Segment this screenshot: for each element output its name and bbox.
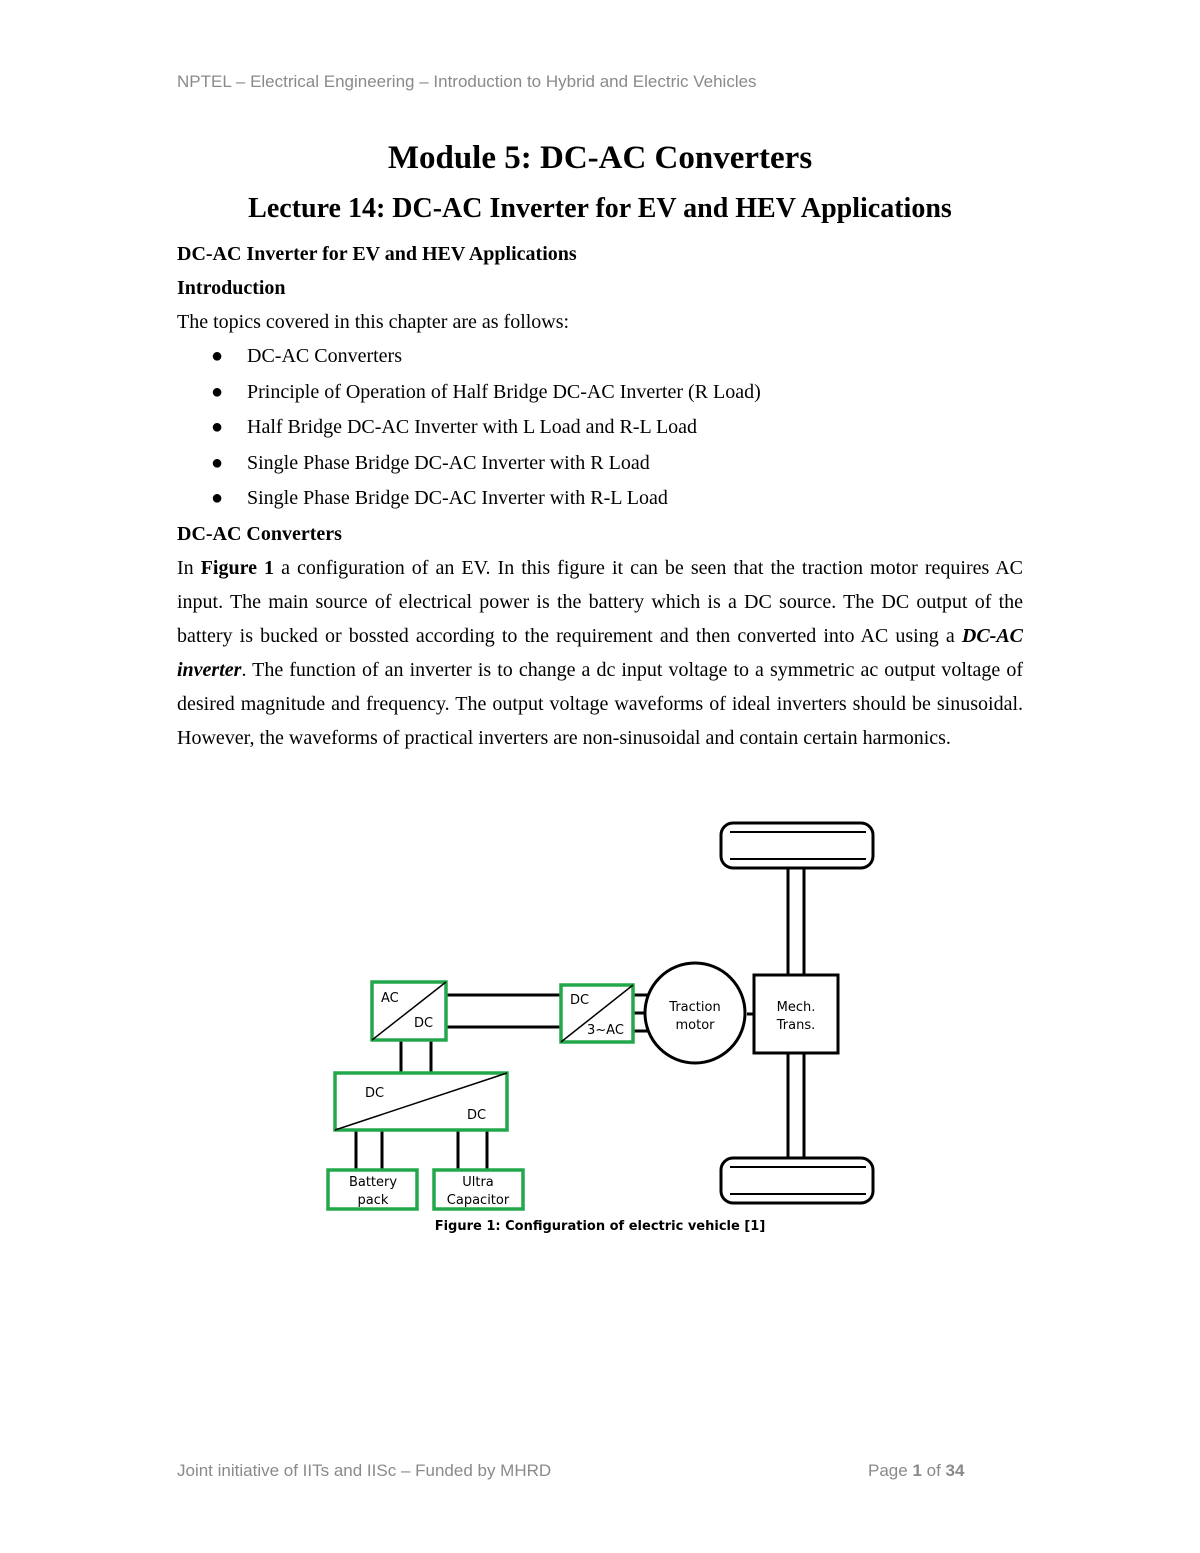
inverter-top-label: DC [570, 993, 590, 1008]
wheel-bottom [721, 1158, 873, 1203]
bullet-icon: ● [211, 487, 224, 509]
current-page: 1 [912, 1461, 922, 1480]
bullet-icon: ● [211, 345, 224, 367]
list-item [177, 446, 1023, 482]
figure-reference: Figure 1 [200, 556, 275, 579]
bullet-icon: ● [211, 380, 224, 403]
battery-label-1: Battery [348, 1175, 398, 1190]
motor-label-1: Traction [669, 1000, 721, 1015]
converters-heading: DC-AC Converters [177, 522, 342, 545]
topic-text: DC-AC Converters [247, 345, 402, 367]
dcdc-top-label: DC [365, 1086, 385, 1101]
battery-label-2: pack [357, 1193, 389, 1208]
main-content [177, 237, 1023, 755]
total-pages: 34 [945, 1461, 965, 1480]
topic-text: Principle of Operation of Half Bridge DC-AC Inverter (R Load) [247, 380, 761, 403]
topic-text: Single Phase Bridge DC-AC Inverter with R Load [247, 451, 650, 474]
topics-list [177, 339, 1023, 517]
section-heading: DC-AC Inverter for EV and HEV Applications [177, 243, 577, 265]
motor-label-2: motor [675, 1018, 715, 1033]
ultra-label-1: Ultra [462, 1175, 494, 1190]
trans-label-1: Mech. [776, 1000, 816, 1015]
list-item [177, 375, 1023, 411]
intro-heading: Introduction [177, 277, 286, 299]
list-item [177, 481, 1023, 517]
topic-text: Half Bridge DC-AC Inverter with L Load and R-L Load [247, 416, 698, 438]
lecture-title: Lecture 14: DC-AC Inverter for EV and HEV Applications [248, 193, 952, 224]
body-paragraph [177, 551, 1023, 755]
caption-text: Figure 1: Configuration of electric vehicle [1] [434, 1219, 766, 1234]
list-item [177, 410, 1023, 446]
ev-configuration-diagram [320, 815, 890, 1225]
figure-caption [0, 1219, 1200, 1234]
dcdc-bottom-label: DC [467, 1108, 487, 1123]
topic-text: Single Phase Bridge DC-AC Inverter with R-L Load [247, 487, 668, 509]
wheel-top [721, 823, 873, 868]
trans-label-2: Trans. [776, 1018, 816, 1033]
inverter-bottom-label: 3~AC [587, 1023, 624, 1038]
page-number: Page 1 of 34 [868, 1461, 965, 1480]
body-text-part: In [177, 556, 201, 579]
acdc-bottom-label: DC [414, 1016, 434, 1031]
acdc-top-label: AC [381, 991, 399, 1006]
ultra-label-2: Capacitor [446, 1193, 510, 1208]
body-text-part: a configuration of an EV. In this figure it can be seen that the traction motor requires AC input. The main source of electrical power is the battery which is a DC source. The DC output of the battery is bucked or bossted according to the requirement and then converted into AC using a [177, 556, 1023, 647]
bullet-icon: ● [211, 416, 224, 438]
intro-text: The topics covered in this chapter are as follows: [177, 311, 570, 333]
body-text-part: . The function of an inverter is to change a dc input voltage to a symmetric ac output voltage of desired magnitude and frequency. The output voltage waveforms of ideal inverters should be sinusoidal. However, the waveforms of practical inverters are non-sinusoidal and contain certain harmonics. [177, 658, 1023, 749]
module-title: Module 5: DC-AC Converters [387, 140, 813, 176]
list-item [177, 339, 1023, 375]
footer-left: Joint initiative of IITs and IISc – Funded by MHRD [177, 1461, 552, 1480]
bullet-icon: ● [211, 451, 224, 474]
page-header: NPTEL – Electrical Engineering – Introduction to Hybrid and Electric Vehicles [177, 72, 757, 91]
emphasis-term: DC-AC inverter [177, 624, 1023, 681]
